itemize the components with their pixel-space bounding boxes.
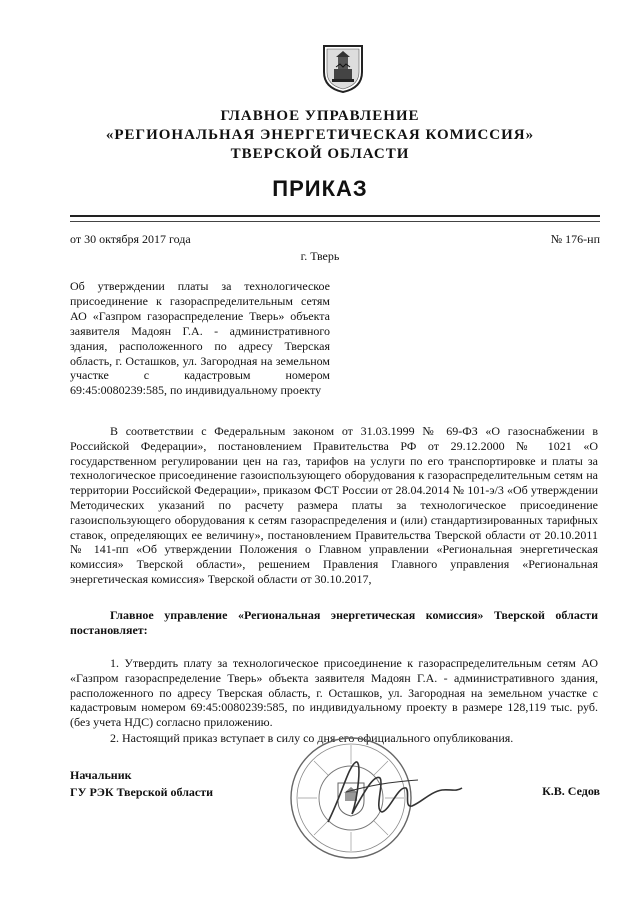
order-number: № 176-нп <box>550 232 600 246</box>
order-city: г. Тверь <box>300 249 340 263</box>
order-item-2: 2. Настоящий приказ вступает в силу со дня его официального опубликования. <box>110 731 514 745</box>
order-date: от 30 октября 2017 года <box>70 232 191 246</box>
org-name-line1: ГЛАВНОЕ УПРАВЛЕНИЕ <box>220 108 420 124</box>
order-subject: Об утверждении платы за технологическое присоединение к газораспределительным сетям АО «Газпром газораспределение Тверь» объекта заявителя Мадоян Г.А. - административного здания, расположенного по адресу Тверская область, г. Осташков, ул. Загородная на земельном участке с кадастровым номером 69:45:0080239:585, по индивидуальному проекту <box>70 279 330 398</box>
header-divider-thick <box>70 215 600 217</box>
preamble-paragraph: В соответствии с Федеральным законом от 31.03.1999 № 69-ФЗ «О газоснабжении в Российской Федерации», постановлением Правительства РФ от 29.12.2000 № 1021 «О государственном регулировании цен на газ, тарифов на услуги по его транспортировке и платы за технологическое присоединение газоиспользующего оборудования к газораспределительным сетям на территории Российской Федерации», приказом ФСТ России от 28.04.2014 № 101-э/3 «Об утверждении Методических указаний по расчету размера платы за технологическое присоединение газоиспользующего оборудования к сетям газораспределения и (или) стандартизированных тарифных ставок, определяющих ее величину», постановлением Правительства Тверской области от 20.10.2011 № 141-пп «Об утверждении Положения о Главном управлении «Региональная энергетическая комиссия» Тверской области», решением Правления Главного управления «Региональная энергетическая комиссия» Тверской области от 30.10.2017, <box>70 424 598 586</box>
signatory-name: К.В. Седов <box>542 784 600 798</box>
order-item-1: 1. Утвердить плату за технологическое присоединение к газораспределительным сетям АО «Газпром газораспределение Тверь» объекта заявителя Мадоян Г.А. - административного здания, расположенного по адресу Тверская область, г. Осташков, ул. Загородная на земельном участке с кадастровым номером 69:45:0080239:585, по индивидуальному проекту в размере 128,119 тыс. руб. (без учета НДС) согласно приложению. <box>70 656 598 730</box>
handwritten-signature <box>318 752 468 832</box>
tver-coat-of-arms-icon <box>320 42 366 94</box>
signatory-position-line2: ГУ РЭК Тверской области <box>70 785 214 799</box>
signatory-position <box>70 767 213 801</box>
document-type-title: ПРИКАЗ <box>272 176 368 201</box>
org-name-line2: «РЕГИОНАЛЬНАЯ ЭНЕРГЕТИЧЕСКАЯ КОМИССИЯ» <box>105 127 535 143</box>
org-name-line3: ТВЕРСКОЙ ОБЛАСТИ <box>230 146 410 162</box>
header-divider-thin <box>70 221 600 222</box>
signatory-position-line1: Начальник <box>70 768 132 782</box>
decree-statement: Главное управление «Региональная энергетическая комиссия» Тверской области постановляет: <box>70 608 598 637</box>
